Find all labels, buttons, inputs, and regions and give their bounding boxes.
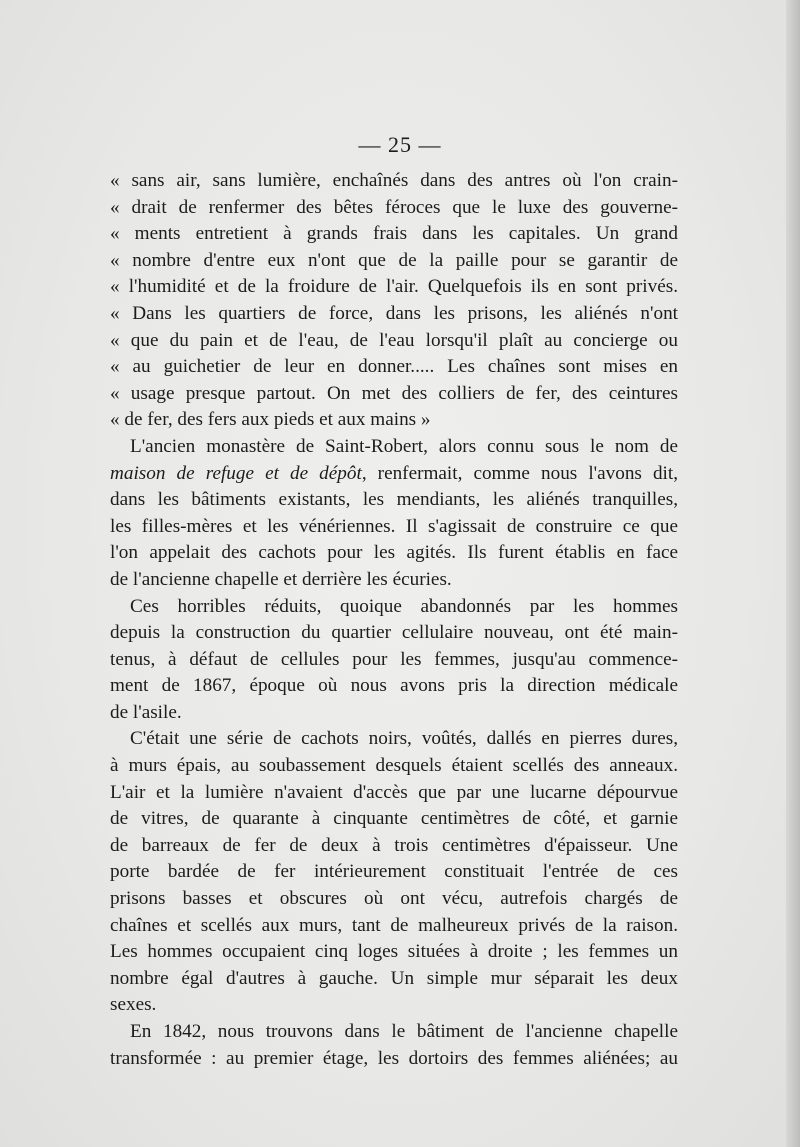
italic-phrase: maison de refuge et de dépôt (110, 462, 362, 484)
text-line: « sans air, sans lumière, enchaînés dans des antres où l'on crain- (110, 170, 678, 191)
text-line: En 1842, nous trouvons dans le bâtiment de l'ancienne chapelle (130, 1021, 678, 1042)
text-line: de barreaux de fer de deux à trois centimètres d'épaisseur. Une (110, 834, 678, 856)
text-line: Les hommes occupaient cinq loges situées à droite ; les femmes un (110, 941, 678, 963)
text-line: L'air et la lumière n'avaient d'accès que par une lucarne dépourvue (110, 781, 678, 803)
text-line: chaînes et scellés aux murs, tant de malheureux privés de la raison. (110, 914, 678, 936)
page-edge (786, 0, 800, 1147)
text-line: Ces horribles réduits, quoique abandonnés par les hommes (130, 595, 678, 617)
text-line: sexes. (110, 994, 157, 1016)
text-line: « nombre d'entre eux n'ont que de la paille pour se garantir de (110, 249, 678, 271)
text-line: L'ancien monastère de Saint-Robert, alors connu sous le nom de (130, 435, 678, 457)
text-line: « drait de renfermer des bêtes féroces que le luxe des gouverne- (110, 196, 678, 218)
page-body-text (110, 168, 678, 1072)
text-line: tenus, à défaut de cellules pour les femmes, jusqu'au commence- (110, 648, 678, 670)
text-line: prisons basses et obscures où ont vécu, autrefois chargés de (110, 888, 678, 910)
text-line: « de fer, des fers aux pieds et aux mains » (110, 409, 431, 431)
text-line: transformée : au premier étage, les dortoirs des femmes aliénées; au (110, 1047, 678, 1069)
text-line: ment de 1867, époque où nous avons pris la direction médicale (110, 675, 678, 697)
text-line: porte bardée de fer intérieurement constituait l'entrée de ces (110, 861, 678, 883)
page-number: — 25 — (358, 132, 442, 157)
text-line: « Dans les quartiers de force, dans les prisons, les aliénés n'ont (110, 302, 678, 324)
text-line: « que du pain et de l'eau, de l'eau lorsqu'il plaît au concierge ou (110, 329, 678, 351)
text-line: de l'ancienne chapelle et derrière les écuries. (110, 568, 452, 590)
text-line: « ments entretient à grands frais dans les capitales. Un grand (110, 223, 678, 245)
text-line: à murs épais, au soubassement desquels étaient scellés des anneaux. (110, 755, 678, 777)
text-line: dans les bâtiments existants, les mendiants, les aliénés tranquilles, (110, 489, 678, 511)
text-line: l'on appelait des cachots pour les agités. Ils furent établis en face (110, 542, 678, 564)
text-line: les filles-mères et les vénériennes. Il s'agissait de construire ce que (110, 515, 678, 537)
text-line: de l'asile. (110, 701, 182, 723)
text-line: « l'humidité et de la froidure de l'air. Quelquefois ils en sont privés. (110, 276, 678, 298)
text-line: depuis la construction du quartier cellulaire nouveau, ont été main- (110, 622, 678, 644)
text-line: « usage presque partout. On met des colliers de fer, des ceintures (110, 382, 678, 404)
text-line: « au guichetier de leur en donner..... Les chaînes sont mises en (110, 356, 678, 378)
text-line: maison de refuge et de dépôt, renfermait, comme nous l'avons dit, (110, 462, 678, 484)
text-line: de vitres, de quarante à cinquante centimètres de côté, et garnie (110, 808, 678, 830)
text-line: nombre égal d'autres à gauche. Un simple mur séparait les deux (110, 967, 678, 989)
text-line: C'était une série de cachots noirs, voûtés, dallés en pierres dures, (130, 728, 678, 750)
